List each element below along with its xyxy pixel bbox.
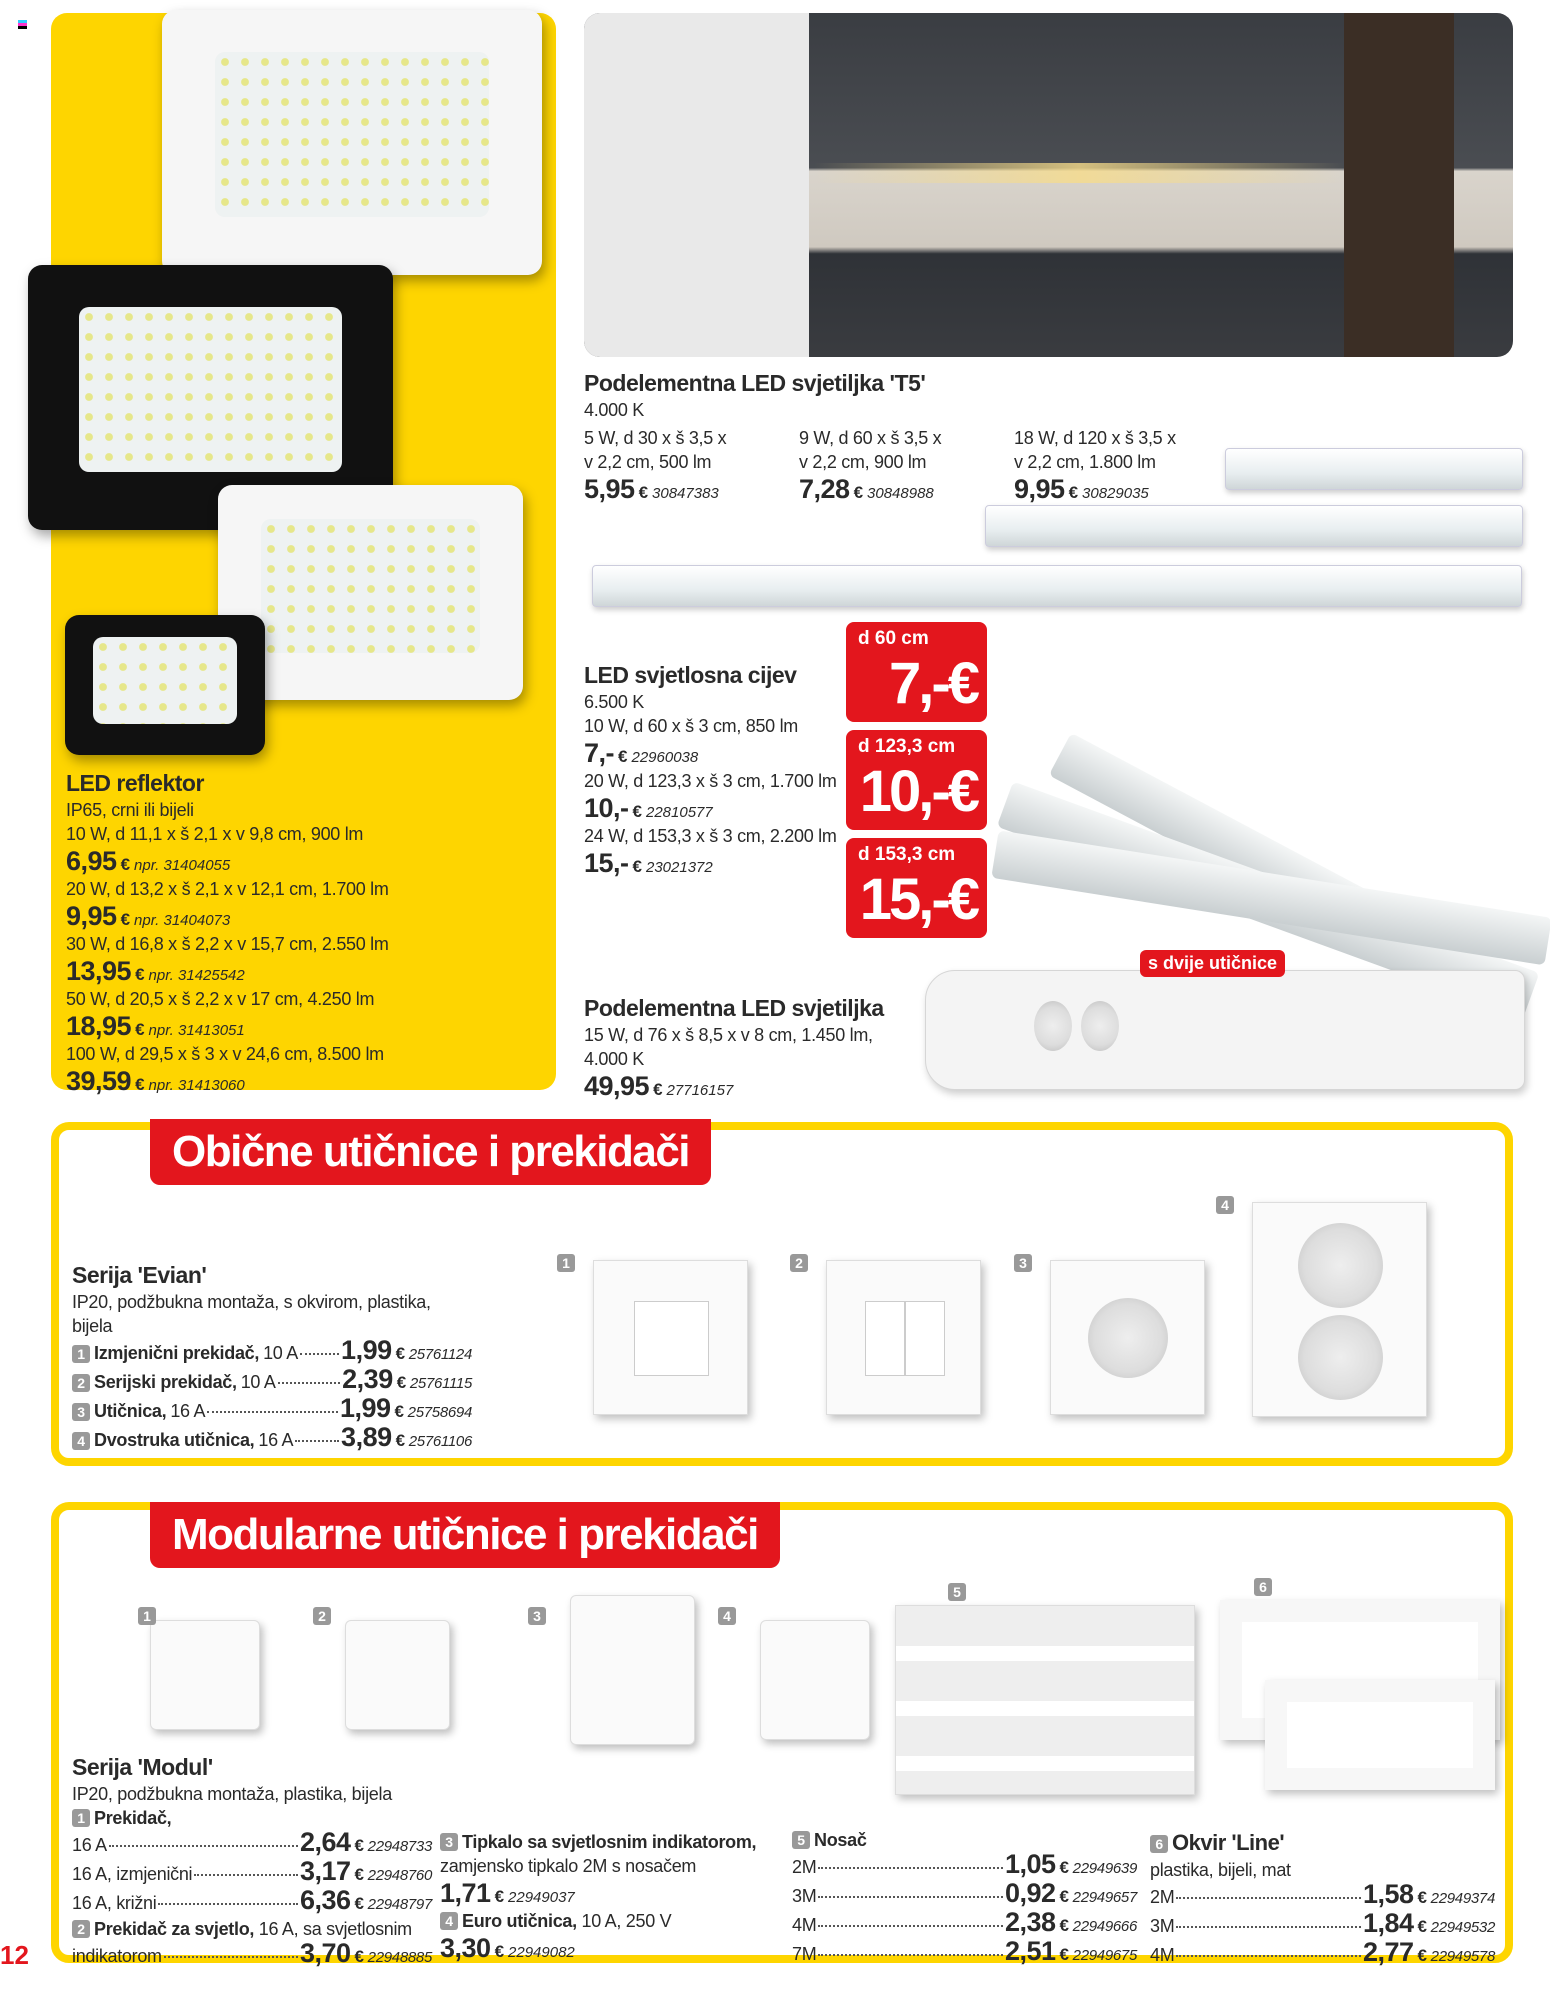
- article-number: 22948760: [367, 1867, 432, 1884]
- item-spec: 10 A: [240, 1372, 276, 1392]
- price-row: [72, 1422, 472, 1454]
- article-number: 27716157: [666, 1082, 734, 1099]
- currency: €: [354, 1947, 364, 1966]
- price: 49,95: [584, 1071, 650, 1101]
- price-row: [72, 1364, 472, 1396]
- module-image: [345, 1620, 450, 1730]
- price: 2,77: [1362, 1937, 1414, 1967]
- dot-leader: [818, 1867, 1003, 1869]
- evian-section: [72, 1260, 472, 1454]
- price-line: [584, 738, 844, 769]
- dot-leader: [818, 1954, 1003, 1956]
- row-label: 2M: [1150, 1887, 1175, 1907]
- currency: €: [1059, 1945, 1069, 1964]
- price-row: [1150, 1937, 1495, 1969]
- item-name: Dvostruka utičnica,: [94, 1430, 255, 1450]
- tag-price: 10,-€: [859, 759, 977, 824]
- item-header: [72, 1917, 432, 1941]
- series-title: Serija 'Evian': [72, 1262, 207, 1288]
- tube-items: [584, 714, 844, 879]
- number-badge: 1: [557, 1254, 575, 1272]
- support-frame-image: [895, 1605, 1195, 1795]
- item-spec: 16 A, sa svjetlosnim: [258, 1919, 412, 1939]
- dot-leader: [1176, 1955, 1361, 1957]
- price: 2,38: [1004, 1907, 1056, 1937]
- currency: €: [354, 1836, 364, 1855]
- kitchen-photo: [584, 13, 1513, 357]
- row-label: 2M: [792, 1857, 817, 1877]
- item-name: Tipkalo sa svjetlosnim indikatorom,: [462, 1832, 757, 1852]
- currency: €: [618, 747, 628, 766]
- product-title: Podelementna LED svjetiljka: [584, 995, 884, 1021]
- article-number: 22948797: [367, 1896, 432, 1913]
- number-badge: 5: [792, 1831, 810, 1849]
- article-number: 22948885: [367, 1949, 432, 1966]
- okvir-frame-image: [1265, 1680, 1495, 1790]
- price-row: [72, 1335, 472, 1367]
- dot-leader: [295, 1440, 339, 1442]
- socket-outlet: [1081, 1001, 1119, 1051]
- price-row: [72, 1856, 432, 1888]
- under-cabinet-lamp-image: [925, 970, 1525, 1090]
- price-line: [584, 1071, 914, 1102]
- nosac-rows: [792, 1849, 1137, 1968]
- price: 0,92: [1004, 1878, 1056, 1908]
- currency: €: [135, 1020, 145, 1039]
- product-title: LED reflektor: [66, 770, 204, 796]
- row-label: 3M: [1150, 1916, 1175, 1936]
- price: 1,99: [339, 1393, 391, 1423]
- price: 9,95: [66, 901, 117, 931]
- number-badge: 4: [72, 1432, 90, 1450]
- item-name: Nosač: [814, 1830, 867, 1850]
- tag-size: d 60 cm: [858, 628, 929, 649]
- article-number: 22949532: [1430, 1919, 1495, 1936]
- currency: €: [494, 1942, 505, 1961]
- black-floodlight-image: [65, 615, 265, 755]
- price-row: [72, 1827, 432, 1859]
- currency: €: [395, 1344, 405, 1363]
- product-spec: 10 W, d 11,1 x š 2,1 x v 9,8 cm, 900 lm: [66, 824, 364, 844]
- currency: €: [632, 802, 642, 821]
- series-desc: IP20, podžbukna montaža, plastika, bijela: [72, 1784, 392, 1804]
- article-number: npr. 31425542: [148, 967, 245, 984]
- tag-price: 7,-€: [889, 651, 977, 716]
- price: 1,05: [1004, 1849, 1056, 1879]
- currency: €: [396, 1373, 406, 1392]
- article-number: 25761115: [409, 1375, 472, 1392]
- dot-leader: [1176, 1926, 1361, 1928]
- number-badge: 4: [1216, 1196, 1234, 1214]
- t5-variant: [799, 426, 1014, 505]
- rocker-switch: [905, 1301, 945, 1376]
- article-number: 25761124: [408, 1346, 472, 1363]
- price: 7,-: [584, 738, 615, 768]
- product-spec: 10 W, d 60 x š 3 cm, 850 lm: [584, 716, 798, 736]
- nosac-col: [792, 1828, 1137, 1968]
- dot-leader: [300, 1353, 339, 1355]
- price: 3,89: [341, 1422, 392, 1452]
- article-number: 30848988: [867, 485, 934, 502]
- t5-lamp-image: [592, 565, 1522, 607]
- article-number: 22949374: [1430, 1890, 1495, 1907]
- price: 1,84: [1362, 1908, 1414, 1938]
- evian-product-image: [1252, 1202, 1427, 1417]
- price-row: [792, 1936, 1137, 1968]
- evian-product-image: [826, 1260, 981, 1415]
- article-number: 22949578: [1430, 1948, 1495, 1965]
- dot-leader: [1176, 1897, 1361, 1899]
- price: 3,70: [299, 1938, 351, 1968]
- product-subtitle: 6.500 K: [584, 692, 644, 712]
- section-banner: Obične utičnice i prekidači: [150, 1119, 711, 1185]
- number-badge: 4: [718, 1607, 736, 1625]
- item-spec: 16 A: [258, 1430, 294, 1450]
- article-number: 25758694: [407, 1404, 472, 1421]
- dot-leader: [109, 1845, 298, 1847]
- currency: €: [1417, 1888, 1427, 1907]
- price: 1,58: [1362, 1879, 1414, 1909]
- number-badge: 3: [528, 1607, 546, 1625]
- article-number: 22949675: [1072, 1947, 1137, 1964]
- article-number: 25761106: [408, 1433, 472, 1450]
- product-spec: 5 W, d 30 x š 3,5 x: [584, 428, 727, 448]
- series-desc: IP20, podžbukna montaža, s okvirom, plastika, bijela: [72, 1292, 431, 1336]
- product-subtitle: IP65, crni ili bijeli: [66, 800, 194, 820]
- article-number: 22949639: [1072, 1860, 1137, 1877]
- t5-variant: [584, 426, 799, 505]
- prekidac-rows: [72, 1827, 432, 1917]
- podelementna-section: [584, 993, 914, 1102]
- reflektor-items: [66, 822, 546, 1097]
- evian-items: [72, 1335, 472, 1454]
- price-line: [440, 1878, 780, 1909]
- price: 6,36: [299, 1885, 351, 1915]
- number-badge: 2: [72, 1374, 90, 1392]
- number-badge: 5: [948, 1583, 966, 1601]
- price: 3,30: [440, 1933, 491, 1963]
- t5-section: [584, 368, 1244, 505]
- item-name: Okvir 'Line': [1172, 1830, 1285, 1855]
- item-spec: 10 A, 250 V: [581, 1911, 672, 1931]
- page-number: 12: [0, 1940, 29, 1970]
- dot-leader: [278, 1382, 341, 1384]
- dot-leader: [158, 1903, 297, 1905]
- number-badge: 6: [1150, 1835, 1168, 1853]
- price-row: [72, 1938, 432, 1970]
- row-label: 3M: [792, 1886, 817, 1906]
- price-row: [72, 1393, 472, 1425]
- currency: €: [1068, 483, 1079, 502]
- price-tag: [846, 838, 987, 938]
- module-image: [150, 1620, 260, 1730]
- number-badge: 4: [440, 1912, 458, 1930]
- price-line: [66, 846, 546, 877]
- row-label: 4M: [1150, 1945, 1175, 1965]
- price: 18,95: [66, 1011, 132, 1041]
- currency: €: [120, 910, 131, 929]
- article-number: npr. 31413051: [148, 1022, 245, 1039]
- price-line: [440, 1933, 780, 1964]
- currency: €: [494, 1887, 505, 1906]
- price: 2,39: [342, 1364, 393, 1394]
- article-number: 22960038: [631, 749, 699, 766]
- number-badge: 3: [72, 1403, 90, 1421]
- article-number: npr. 31404073: [134, 912, 231, 929]
- price-line: [66, 1066, 546, 1097]
- dot-leader: [194, 1874, 298, 1876]
- article-number: 30829035: [1082, 485, 1149, 502]
- t5-lamp-image: [1225, 448, 1523, 490]
- product-title: Podelementna LED svjetiljka 'T5': [584, 370, 926, 396]
- led-reflektor-text: [66, 768, 546, 1097]
- currency: €: [394, 1402, 404, 1421]
- price: 10,-: [584, 793, 629, 823]
- modul-col1: [72, 1752, 432, 1970]
- article-number: 22949666: [1072, 1918, 1137, 1935]
- number-badge: 3: [1014, 1254, 1032, 1272]
- article-number: 30847383: [652, 485, 719, 502]
- price: 1,99: [341, 1335, 392, 1365]
- number-badge: 1: [72, 1809, 90, 1827]
- product-spec: 9 W, d 60 x š 3,5 x: [799, 428, 942, 448]
- price: 13,95: [66, 956, 132, 986]
- article-number: 22949657: [1072, 1889, 1137, 1906]
- dot-leader: [207, 1411, 338, 1413]
- item-spec: plastika, bijeli, mat: [1150, 1860, 1291, 1880]
- currency: €: [638, 483, 649, 502]
- price-line: [66, 1011, 546, 1042]
- product-spec: v 2,2 cm, 900 lm: [799, 452, 927, 472]
- price-line: [584, 793, 844, 824]
- article-number: 22949037: [508, 1889, 575, 1906]
- currency: €: [135, 1075, 145, 1094]
- currency: €: [1059, 1916, 1069, 1935]
- product-spec: 20 W, d 13,2 x š 2,1 x v 12,1 cm, 1.700 lm: [66, 879, 389, 899]
- product-spec: 4.000 K: [584, 1049, 644, 1069]
- item-name: Prekidač,: [94, 1808, 172, 1828]
- price: 6,95: [66, 846, 117, 876]
- price: 7,28: [799, 474, 850, 504]
- article-number: 23021372: [646, 859, 713, 876]
- currency: €: [395, 1431, 405, 1450]
- series-title: Serija 'Modul': [72, 1754, 213, 1780]
- currency: €: [120, 855, 131, 874]
- okvir-rows: [1150, 1879, 1495, 1969]
- product-title: LED svjetlosna cijev: [584, 662, 797, 688]
- price-row: [1150, 1908, 1495, 1940]
- currency: €: [632, 857, 642, 876]
- item-header: [440, 1830, 780, 1854]
- currency: €: [354, 1894, 364, 1913]
- module-image: [570, 1595, 695, 1745]
- product-spec: 30 W, d 16,8 x š 2,2 x v 15,7 cm, 2.550 lm: [66, 934, 389, 954]
- product-spec: 18 W, d 120 x š 3,5 x: [1014, 428, 1176, 448]
- currency: €: [354, 1865, 364, 1884]
- currency: €: [1417, 1946, 1427, 1965]
- price-line: [799, 474, 1014, 505]
- article-number: npr. 31413060: [148, 1077, 245, 1094]
- price: 2,64: [299, 1827, 351, 1857]
- item-name: Serijski prekidač,: [94, 1372, 237, 1392]
- dot-leader: [164, 1956, 298, 1958]
- row-label: 4M: [792, 1915, 817, 1935]
- rocker-switch: [865, 1301, 905, 1376]
- currency: €: [1059, 1858, 1069, 1877]
- tag-size: d 123,3 cm: [858, 736, 956, 757]
- article-number: 22810577: [646, 804, 713, 821]
- socket-outlet: [1298, 1223, 1383, 1308]
- row-label: 16 A: [72, 1835, 107, 1855]
- product-spec: 100 W, d 29,5 x š 3 x v 24,6 cm, 8.500 lm: [66, 1044, 384, 1064]
- price-tag: [846, 730, 987, 830]
- t5-items: [584, 426, 1244, 505]
- tube-section: [584, 660, 844, 879]
- item-header: [72, 1806, 432, 1830]
- price: 2,51: [1004, 1936, 1056, 1966]
- currency: €: [135, 965, 145, 984]
- currency: €: [1417, 1917, 1427, 1936]
- evian-product-image: [1050, 1260, 1205, 1415]
- price-row: [72, 1885, 432, 1917]
- price: 15,-: [584, 848, 629, 878]
- price-row: [792, 1907, 1137, 1939]
- product-subtitle: 4.000 K: [584, 400, 644, 420]
- row-label: 7M: [792, 1944, 817, 1964]
- product-spec: v 2,2 cm, 500 lm: [584, 452, 712, 472]
- item-name: Euro utičnica,: [462, 1911, 577, 1931]
- dot-leader: [818, 1925, 1003, 1927]
- currency: €: [853, 483, 864, 502]
- row-label: indikatorom: [72, 1946, 162, 1966]
- socket-outlet: [1034, 1001, 1072, 1051]
- currency: €: [653, 1080, 663, 1099]
- item-name: Prekidač za svjetlo,: [94, 1919, 255, 1939]
- product-spec: 50 W, d 20,5 x š 2,2 x v 17 cm, 4.250 lm: [66, 989, 375, 1009]
- currency: €: [1059, 1887, 1069, 1906]
- price: 3,17: [299, 1856, 351, 1886]
- product-spec: v 2,2 cm, 1.800 lm: [1014, 452, 1156, 472]
- socket-outlet: [1088, 1298, 1168, 1378]
- article-number: 22949082: [508, 1944, 575, 1961]
- white-floodlight-image: [162, 10, 542, 275]
- product-spec: 15 W, d 76 x š 8,5 x v 8 cm, 1.450 lm,: [584, 1025, 873, 1045]
- price: 1,71: [440, 1878, 491, 1908]
- price-row: [1150, 1879, 1495, 1911]
- article-number: 22948733: [367, 1838, 432, 1855]
- price-line: [1014, 474, 1229, 505]
- item-spec: 10 A: [263, 1343, 298, 1363]
- number-badge: 2: [72, 1920, 90, 1938]
- modul-col2: [440, 1830, 780, 1964]
- price: 5,95: [584, 474, 635, 504]
- number-badge: 1: [138, 1607, 156, 1625]
- product-spec: 20 W, d 123,3 x š 3 cm, 1.700 lm: [584, 771, 837, 791]
- item-header: [792, 1828, 1137, 1852]
- item-spec: 16 A: [170, 1401, 206, 1421]
- module-image: [760, 1620, 870, 1740]
- t5-variant: [1014, 426, 1229, 505]
- article-number: npr. 31404055: [134, 857, 231, 874]
- product-spec: 24 W, d 153,3 x š 3 cm, 2.200 lm: [584, 826, 837, 846]
- evian-product-image: [593, 1260, 748, 1415]
- price-tag: [846, 622, 987, 722]
- item-name: Utičnica,: [94, 1401, 167, 1421]
- number-badge: 2: [790, 1254, 808, 1272]
- callout-badge: s dvije utičnice: [1140, 950, 1285, 977]
- number-badge: 3: [440, 1833, 458, 1851]
- price: 9,95: [1014, 474, 1065, 504]
- print-color-marks: [18, 20, 27, 29]
- socket-outlet: [1298, 1315, 1383, 1400]
- rocker-switch: [634, 1301, 709, 1376]
- row-label: 16 A, izmjenični: [72, 1864, 193, 1884]
- tag-price: 15,-€: [859, 867, 977, 932]
- price-line: [584, 848, 844, 879]
- price: 39,59: [66, 1066, 132, 1096]
- number-badge: 1: [72, 1345, 90, 1363]
- t5-lamp-image: [985, 505, 1523, 547]
- dot-leader: [818, 1896, 1003, 1898]
- item-name: Izmjenični prekidač,: [94, 1343, 260, 1363]
- price-row: [792, 1878, 1137, 1910]
- price-line: [584, 474, 799, 505]
- tag-size: d 153,3 cm: [858, 844, 956, 865]
- row-label: 16 A, križni: [72, 1893, 157, 1913]
- item-header: [1150, 1828, 1495, 1858]
- item-header: [440, 1909, 780, 1933]
- number-badge: 6: [1254, 1578, 1272, 1596]
- number-badge: 2: [313, 1607, 331, 1625]
- price-line: [66, 956, 546, 987]
- price-row: [792, 1849, 1137, 1881]
- okvir-col: [1150, 1828, 1495, 1969]
- section-banner: Modularne utičnice i prekidači: [150, 1502, 780, 1568]
- item-spec: zamjensko tipkalo 2M s nosačem: [440, 1856, 697, 1876]
- price-line: [66, 901, 546, 932]
